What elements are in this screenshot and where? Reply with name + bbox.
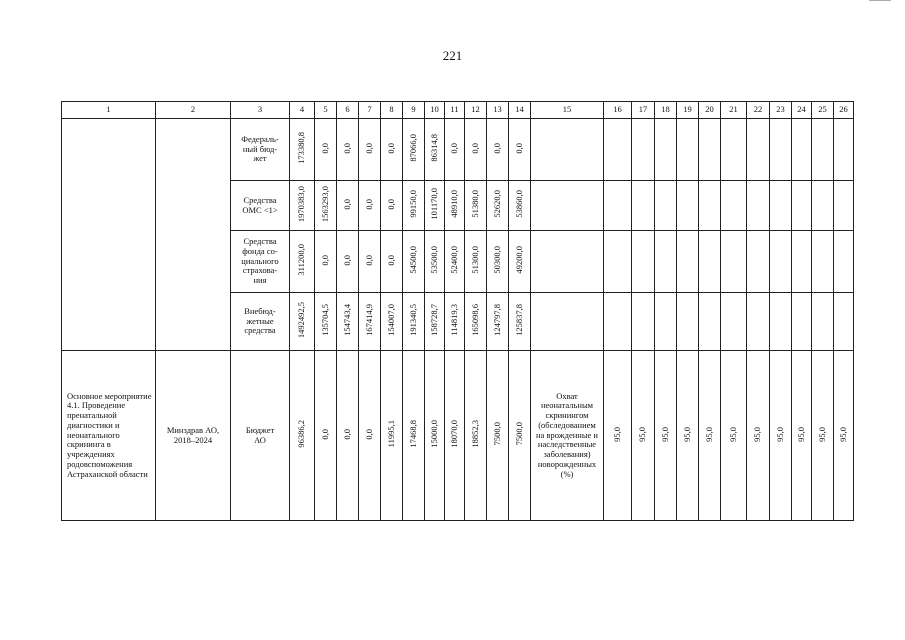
indicator-value-cell (655, 351, 677, 521)
funding-value: 0,0 (469, 142, 480, 154)
funding-value-cell (403, 231, 425, 293)
empty-cell (812, 181, 834, 231)
funding-value: 311200,0 (296, 244, 307, 276)
funding-value-cell (337, 119, 359, 181)
funding-value: 154007,0 (385, 304, 396, 337)
funding-value: 51380,0 (469, 190, 480, 218)
empty-cell (792, 181, 812, 231)
empty-cell (792, 119, 812, 181)
column-number: 18 (655, 102, 677, 119)
empty-cell (632, 293, 655, 351)
funding-value-cell (465, 231, 487, 293)
column-number: 2 (156, 102, 231, 119)
activity-value: 0,0 (319, 428, 330, 440)
funding-value: 0,0 (448, 142, 459, 154)
activity-value-cell (465, 351, 487, 521)
funding-value-cell (315, 231, 337, 293)
indicator-value-cell (834, 351, 854, 521)
column-number: 23 (770, 102, 792, 119)
column-number: 3 (231, 102, 290, 119)
column-number: 20 (699, 102, 721, 119)
funding-value: 0,0 (341, 254, 352, 266)
empty-cell (531, 181, 604, 231)
funding-value: 53500,0 (428, 246, 439, 274)
indicator-value: 95,0 (659, 426, 670, 442)
funding-value-cell (425, 231, 445, 293)
indicator-value: 95,0 (816, 426, 827, 442)
indicator-value-cell (699, 351, 721, 521)
column-number: 24 (792, 102, 812, 119)
empty-cell (747, 293, 770, 351)
indicator-value: 95,0 (727, 426, 738, 442)
empty-cell (747, 181, 770, 231)
funding-value-cell (509, 181, 531, 231)
activity-value-cell (359, 351, 381, 521)
indicator-value-cell (604, 351, 632, 521)
indicator-value-cell (770, 351, 792, 521)
funding-value: 50300,0 (491, 246, 502, 274)
column-number: 26 (834, 102, 854, 119)
indicator-value-cell (747, 351, 770, 521)
funding-value-cell (315, 181, 337, 231)
funding-value-cell (487, 181, 509, 231)
funding-value: 125837,8 (513, 304, 524, 337)
funding-value: 165098,6 (469, 304, 480, 337)
empty-cell (531, 119, 604, 181)
activity-value: 0,0 (341, 428, 352, 440)
funding-value-cell (445, 181, 465, 231)
activity-value: 7500,0 (491, 422, 502, 446)
empty-cell (655, 293, 677, 351)
empty-cell (655, 119, 677, 181)
column-number: 17 (632, 102, 655, 119)
funding-source-cell: Внебюд- жетные средства (231, 293, 290, 351)
funding-value-cell (509, 293, 531, 351)
activity-value: 18852,3 (469, 420, 480, 448)
empty-cell (531, 293, 604, 351)
funding-value-cell (359, 231, 381, 293)
empty-cell (604, 119, 632, 181)
funding-value: 0,0 (363, 254, 374, 266)
funding-value: 0,0 (385, 254, 396, 266)
funding-row (62, 119, 854, 181)
empty-cell (792, 293, 812, 351)
funding-value: 191340,5 (407, 304, 418, 337)
activity-value: 96386,2 (296, 420, 307, 448)
funding-value-cell (445, 293, 465, 351)
indicator-value: 95,0 (611, 426, 622, 442)
funding-value-cell (381, 119, 403, 181)
funding-value-cell (509, 119, 531, 181)
empty-cell (677, 293, 699, 351)
column-number: 22 (747, 102, 770, 119)
empty-cell (699, 231, 721, 293)
funding-value: 87066,0 (407, 134, 418, 162)
funding-value-cell (445, 119, 465, 181)
activity-value-cell (487, 351, 509, 521)
activity-value-cell (290, 351, 315, 521)
funding-value-cell (337, 293, 359, 351)
funding-value-cell (359, 119, 381, 181)
activity-value-cell (509, 351, 531, 521)
activity-executor: Минздрав АО, 2018–2024 (156, 351, 231, 521)
empty-cell (721, 119, 747, 181)
empty-cell (721, 293, 747, 351)
empty-cell (721, 181, 747, 231)
funding-value-cell (465, 181, 487, 231)
funding-value-cell (465, 293, 487, 351)
funding-value: 48910,0 (448, 190, 459, 218)
indicator-value-cell (677, 351, 699, 521)
funding-value-cell (337, 181, 359, 231)
activity-value: 15000,0 (428, 420, 439, 448)
funding-value: 0,0 (385, 198, 396, 210)
funding-value: 1970383,0 (296, 186, 307, 223)
funding-value: 0,0 (319, 142, 330, 154)
funding-value-cell (403, 181, 425, 231)
activity-value: 0,0 (363, 428, 374, 440)
column-number: 9 (403, 102, 425, 119)
funding-source-cell: Средства фонда со- циального страхова- ния (231, 231, 290, 293)
column-number: 5 (315, 102, 337, 119)
funding-value: 0,0 (363, 142, 374, 154)
empty-cell (834, 293, 854, 351)
indicator-value-cell (721, 351, 747, 521)
column-number: 13 (487, 102, 509, 119)
funding-value-cell (381, 293, 403, 351)
funding-value-cell (337, 231, 359, 293)
empty-cell (770, 119, 792, 181)
column-number: 19 (677, 102, 699, 119)
activity-value-cell (315, 351, 337, 521)
column-number: 1 (62, 102, 156, 119)
funding-value: 0,0 (341, 198, 352, 210)
funding-value-cell (359, 181, 381, 231)
empty-cell (812, 231, 834, 293)
funding-value: 51300,0 (469, 246, 480, 274)
funding-value: 0,0 (513, 142, 524, 154)
indicator-value: 95,0 (637, 426, 648, 442)
page-number: 221 (442, 48, 463, 63)
activity-value: 11995,1 (385, 420, 396, 448)
empty-cell (655, 231, 677, 293)
indicator-value-cell (812, 351, 834, 521)
activity-name-cell (62, 119, 156, 351)
funding-value-cell (290, 231, 315, 293)
empty-cell (699, 119, 721, 181)
funding-value: 86314,8 (428, 134, 439, 162)
funding-value-cell (425, 119, 445, 181)
indicator-value: 95,0 (703, 426, 714, 442)
funding-value-cell (381, 181, 403, 231)
indicator-value: 95,0 (795, 426, 806, 442)
empty-cell (770, 181, 792, 231)
funding-value-cell (290, 181, 315, 231)
funding-value-cell (359, 293, 381, 351)
funding-value: 173380,8 (296, 132, 307, 165)
activity-value: 17468,8 (407, 420, 418, 448)
empty-cell (632, 181, 655, 231)
funding-value: 52620,0 (491, 190, 502, 218)
funding-value: 0,0 (363, 198, 374, 210)
empty-cell (604, 293, 632, 351)
funding-value-cell (290, 293, 315, 351)
empty-cell (655, 181, 677, 231)
empty-cell (677, 119, 699, 181)
column-number: 21 (721, 102, 747, 119)
activity-name: Основное мероприятие 4.1. Проведение пренатальной диагностики и неонатального скрининга в учреждениях родовспоможения Астраханской области (62, 351, 156, 521)
funding-value: 49200,0 (513, 246, 524, 274)
column-number: 16 (604, 102, 632, 119)
column-number: 4 (290, 102, 315, 119)
empty-cell (699, 181, 721, 231)
empty-cell (604, 231, 632, 293)
column-number: 11 (445, 102, 465, 119)
column-number: 10 (425, 102, 445, 119)
activity-value-cell (381, 351, 403, 521)
funding-value: 99150,0 (407, 190, 418, 218)
funding-value-cell (290, 119, 315, 181)
funding-value-cell (381, 231, 403, 293)
activity-value-cell (425, 351, 445, 521)
empty-cell (812, 119, 834, 181)
activity-value-cell (337, 351, 359, 521)
funding-value: 167414,9 (363, 304, 374, 337)
empty-cell (677, 181, 699, 231)
funding-value: 54500,0 (407, 246, 418, 274)
indicator-value-cell (632, 351, 655, 521)
empty-cell (834, 231, 854, 293)
indicator-value: 95,0 (774, 426, 785, 442)
funding-source-cell: Средства ОМС <1> (231, 181, 290, 231)
funding-value-cell (315, 293, 337, 351)
empty-cell (632, 119, 655, 181)
empty-cell (770, 231, 792, 293)
indicator-value: 95,0 (681, 426, 692, 442)
column-number: 14 (509, 102, 531, 119)
funding-value: 124797,8 (491, 304, 502, 337)
funding-value: 114819,3 (448, 304, 459, 336)
funding-value-cell (403, 293, 425, 351)
funding-value: 1563293,0 (319, 186, 330, 223)
empty-cell (770, 293, 792, 351)
funding-source-cell: Федераль- ный бюд- жет (231, 119, 290, 181)
funding-value-cell (425, 293, 445, 351)
funding-value: 1492492,5 (296, 302, 307, 339)
empty-cell (834, 119, 854, 181)
indicator-name: Охват неонатальным скринингом (обследованием на врожденные и наследственные заболевания) новорожденных (%) (531, 351, 604, 521)
activity-value: 7500,0 (513, 422, 524, 446)
empty-cell (812, 293, 834, 351)
report-table (61, 101, 854, 521)
funding-value: 52400,0 (448, 246, 459, 274)
funding-value-cell (403, 119, 425, 181)
empty-cell (632, 231, 655, 293)
activity-value-cell (403, 351, 425, 521)
empty-cell (604, 181, 632, 231)
funding-value: 53860,0 (513, 190, 524, 218)
column-number: 25 (812, 102, 834, 119)
funding-value-cell (487, 119, 509, 181)
column-number: 6 (337, 102, 359, 119)
empty-cell (792, 231, 812, 293)
column-number-row (62, 102, 854, 119)
funding-value-cell (487, 231, 509, 293)
funding-value-cell (509, 231, 531, 293)
column-number: 7 (359, 102, 381, 119)
empty-cell (699, 293, 721, 351)
activity-row (62, 351, 854, 521)
funding-value-cell (465, 119, 487, 181)
indicator-value: 95,0 (837, 426, 848, 442)
indicator-value: 95,0 (752, 426, 763, 442)
empty-cell (677, 231, 699, 293)
funding-value-cell (487, 293, 509, 351)
funding-value-cell (425, 181, 445, 231)
corner-mark (869, 0, 891, 1)
funding-value: 0,0 (319, 254, 330, 266)
activity-value: 18070,0 (448, 420, 459, 448)
empty-cell (747, 231, 770, 293)
funding-value: 0,0 (385, 142, 396, 154)
empty-cell (747, 119, 770, 181)
empty-cell (721, 231, 747, 293)
column-number: 12 (465, 102, 487, 119)
empty-cell (531, 231, 604, 293)
activity-value-cell (445, 351, 465, 521)
funding-value: 135704,5 (319, 304, 330, 337)
indicator-value-cell (792, 351, 812, 521)
empty-cell (834, 181, 854, 231)
funding-value-cell (315, 119, 337, 181)
funding-value: 101170,0 (428, 188, 439, 220)
funding-value-cell (445, 231, 465, 293)
funding-value: 0,0 (491, 142, 502, 154)
column-number: 8 (381, 102, 403, 119)
funding-value: 154743,4 (341, 304, 352, 337)
funding-value: 158728,7 (428, 304, 439, 337)
executor-cell (156, 119, 231, 351)
activity-funding-source: Бюджет АО (231, 351, 290, 521)
funding-value: 0,0 (341, 142, 352, 154)
column-number: 15 (531, 102, 604, 119)
